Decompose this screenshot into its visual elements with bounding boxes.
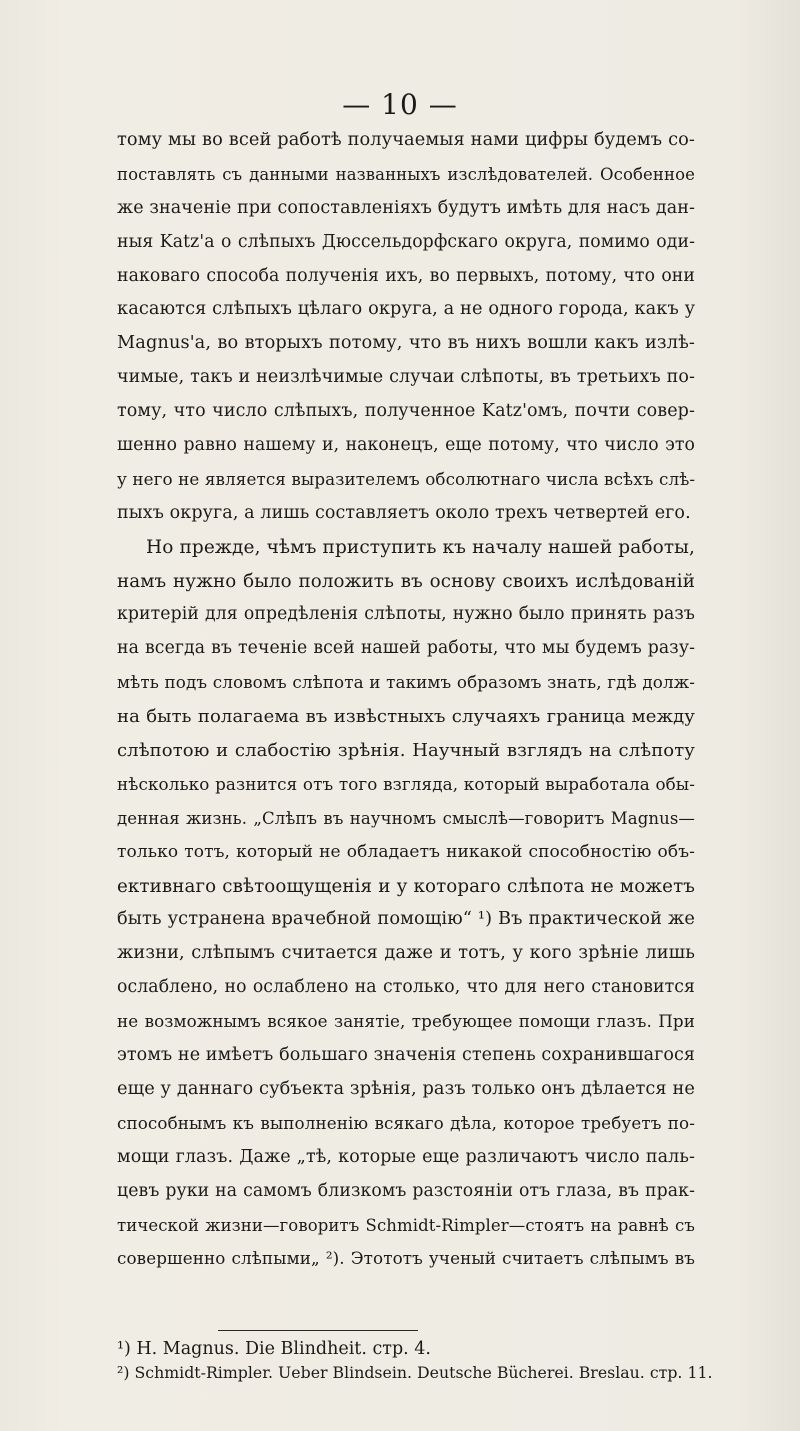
text-line: не возможнымъ всякое занятіе, требующее помощи глазъ. При (117, 1011, 695, 1032)
text-line: шенно равно нашему и, наконецъ, еще потому, что число это (117, 435, 695, 456)
text-line: мощи глазъ. Даже „тѣ, которые еще различаютъ число паль- (117, 1146, 695, 1167)
page-number: — 10 — (342, 88, 458, 121)
text-line: пыхъ округа, а лишь составляетъ около трехъ четвертей его. (117, 502, 691, 523)
text-line: мѣть подъ словомъ слѣпота и такимъ образомъ знать, гдѣ долж- (117, 672, 695, 693)
text-line: тому, что число слѣпыхъ, полученное Katz'омъ, почти совер- (117, 401, 695, 422)
footnote-1 (117, 1338, 717, 1361)
text-line: жизни, слѣпымъ считается даже и тотъ, у кого зрѣніе лишь (117, 943, 695, 964)
text-line: этомъ не имѣетъ большаго значенія степень сохранившагося (117, 1045, 696, 1066)
footnote-2 (117, 1361, 717, 1384)
text-line: способнымъ къ выполненію всякаго дѣла, которое требуетъ по- (117, 1112, 695, 1133)
text-line: быть устранена врачебной помощію“ ¹) Въ практической же (117, 909, 695, 930)
body-text (117, 124, 695, 1276)
text-line: еще у даннаго субъекта зрѣнія, разъ только онъ дѣлается не (117, 1078, 695, 1099)
footnote-text: Schmidt-Rimpler. Ueber Blindsein. Deutsche Bücherei. Breslau. стр. 11. (134, 1363, 713, 1382)
text-line: намъ нужно было положить въ основу своихъ ислѣдованій (117, 570, 695, 592)
text-line: на всегда въ теченіе всей нашей работы, что мы будемъ разу- (117, 638, 695, 659)
text-line: у него не является выразителемъ обсолютнаго числа всѣхъ слѣ- (117, 468, 696, 489)
text-line: ослаблено, но ослаблено на столько, что для него становится (117, 977, 695, 998)
text-line: наковаго способа полученія ихъ, во первыхъ, потому, что они (117, 265, 695, 286)
text-line: нѣсколько разнится отъ того взгляда, который выработала обы- (117, 773, 695, 794)
footnote-mark: ¹) (117, 1339, 131, 1359)
text-line: тической жизни—говоритъ Schmidt-Rimpler—стоятъ на равнѣ съ (117, 1215, 695, 1235)
text-line: ныя Katz'а о слѣпыхъ Дюссельдорфскаго округа, помимо оди- (117, 231, 695, 252)
text-line: же значеніе при сопоставленіяхъ будутъ имѣть для насъ дан- (117, 197, 696, 218)
footnote-text: H. Magnus. Die Blindheit. стр. 4. (136, 1339, 431, 1359)
text-line: слѣпотою и слабостію зрѣнія. Научный взглядъ на слѣпоту (117, 740, 695, 762)
text-line: критерій для опредѣленія слѣпоты, нужно было принять разъ (117, 604, 695, 625)
footnote-mark: ²) (117, 1363, 130, 1382)
text-line: совершенно слѣпыми„ ²). Этототъ ученый считаетъ слѣпымъ въ (117, 1248, 695, 1269)
text-line: чимые, такъ и неизлѣчимые случаи слѣпоты, въ третьихъ по- (117, 367, 695, 388)
text-line: тому мы во всей работѣ получаемыя нами цифры будемъ со- (117, 130, 695, 150)
footnote-divider (218, 1330, 418, 1331)
text-line: Magnus'а, во вторыхъ потому, что въ нихъ вошли какъ излѣ- (117, 333, 695, 354)
text-line: только тотъ, который не обладаетъ никакой способностію объ- (117, 841, 695, 862)
text-line: ективнаго свѣтоощущенія и у котораго слѣпота не можетъ (117, 875, 695, 897)
text-line: на быть полагаема въ извѣстныхъ случаяхъ граница между (117, 706, 695, 728)
text-line: цевъ руки на самомъ близкомъ разстояніи отъ глаза, въ прак- (117, 1180, 695, 1201)
paragraph-start-line: Но прежде, чѣмъ приступить къ началу нашей работы, (146, 536, 695, 558)
text-line: денная жизнь. „Слѣпъ въ научномъ смыслѣ—говоритъ Magnus— (117, 808, 695, 828)
footnotes (117, 1338, 717, 1384)
text-line: поставлять съ данными названныхъ изслѣдователей. Особенное (117, 164, 695, 184)
text-line: касаются слѣпыхъ цѣлаго округа, а не одного города, какъ у (117, 299, 696, 320)
